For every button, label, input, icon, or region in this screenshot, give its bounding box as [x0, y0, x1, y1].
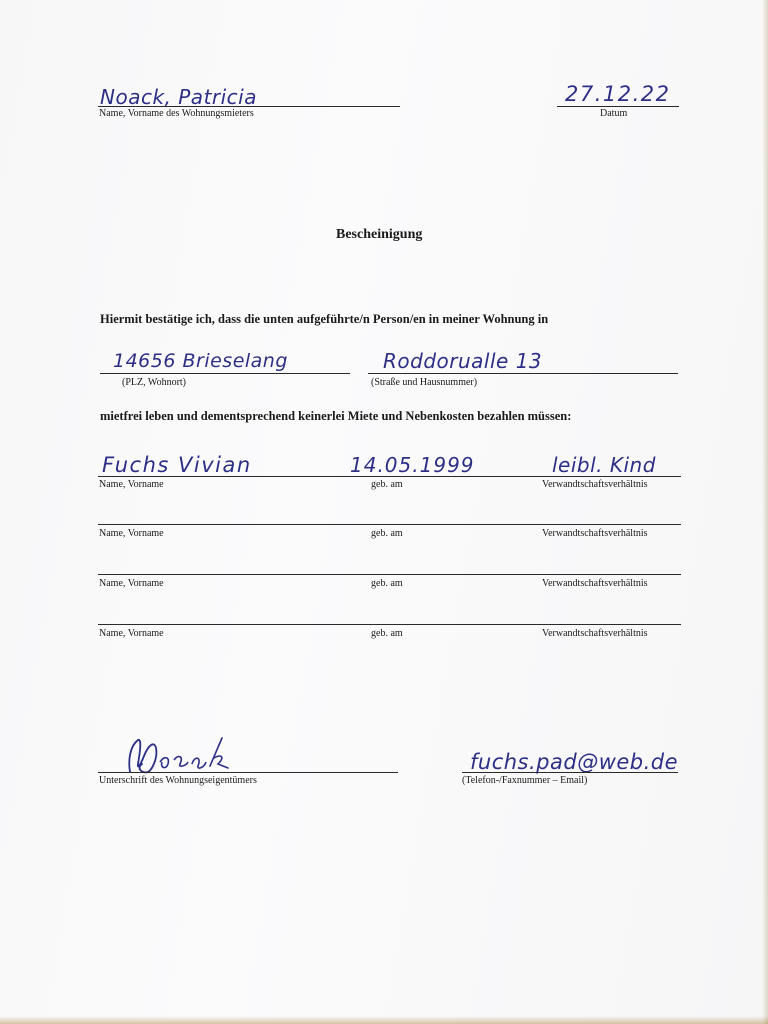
owner-signature: [108, 734, 248, 780]
person-line: [98, 524, 681, 525]
person-birthdate-label: geb. am: [371, 479, 403, 490]
person-relation-label: Verwandtschaftsverhältnis: [542, 528, 648, 539]
person-birthdate-label: geb. am: [371, 628, 403, 639]
owner-signature-label: Unterschrift des Wohnungseigentümers: [99, 775, 257, 786]
contact-label: (Telefon-/Faxnummer – Email): [462, 775, 588, 786]
contact-line: [462, 772, 678, 773]
date-line: [557, 106, 679, 107]
owner-signature-line: [98, 772, 398, 773]
statement-text: mietfrei leben und dementsprechend keinerlei Miete und Nebenkosten bezahlen müssen:: [100, 409, 572, 423]
date-handwritten: 27.12.22: [565, 82, 671, 106]
person-relation-label: Verwandtschaftsverhältnis: [542, 479, 648, 490]
person-line: [98, 624, 681, 625]
postcode-city-line: [100, 373, 350, 374]
person-birthdate-label: geb. am: [371, 578, 403, 589]
person-name-label: Name, Vorname: [99, 628, 164, 639]
paper-edge: [762, 0, 768, 1024]
tenant-name-handwritten: Noack, Patricia: [100, 85, 257, 109]
document-title: Bescheinigung: [336, 227, 423, 242]
person-relation-label: Verwandtschaftsverhältnis: [542, 578, 648, 589]
person-birthdate-label: geb. am: [371, 528, 403, 539]
person-relation-label: Verwandtschaftsverhältnis: [542, 628, 648, 639]
person-name-label: Name, Vorname: [99, 479, 164, 490]
person-name-label: Name, Vorname: [99, 578, 164, 589]
street-label: (Straße und Hausnummer): [371, 377, 478, 388]
intro-text: Hiermit bestätige ich, dass die unten aufgeführte/n Person/en in meiner Wohnung in: [100, 312, 549, 326]
postcode-city-label: (PLZ, Wohnort): [122, 377, 187, 388]
street-line: [368, 373, 678, 374]
person-line: [98, 476, 681, 477]
person-line: [98, 574, 681, 575]
date-label: Datum: [600, 108, 628, 119]
person-relation-handwritten: leibl. Kind: [552, 453, 656, 477]
tenant-name-label: Name, Vorname des Wohnungsmieters: [99, 108, 254, 119]
contact-handwritten: fuchs.pad@web.de: [470, 750, 679, 774]
postcode-city-handwritten: 14656 Brieselang: [113, 350, 288, 372]
tenant-name-line: [98, 106, 400, 107]
street-handwritten: Roddorualle 13: [383, 349, 543, 373]
person-name-label: Name, Vorname: [99, 528, 164, 539]
person-birthdate-handwritten: 14.05.1999: [350, 453, 475, 477]
person-name-handwritten: Fuchs Vivian: [102, 453, 252, 477]
paper-bottom-edge: [0, 1016, 768, 1024]
